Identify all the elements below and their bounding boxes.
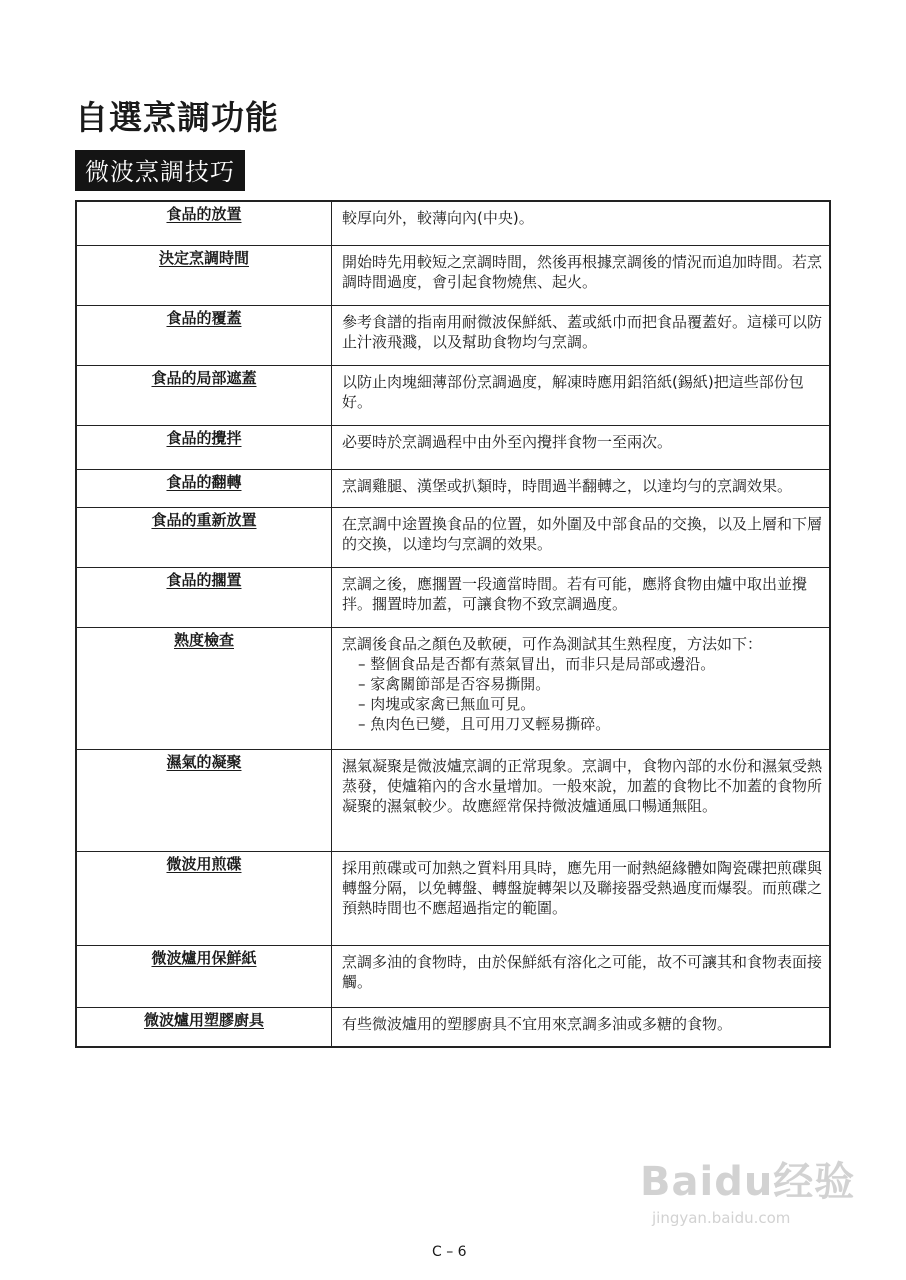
tip-row — [76, 305, 830, 365]
page-number: C – 6 — [432, 1244, 467, 1260]
tip-row — [76, 567, 830, 627]
tip-description-line: 開始時先用較短之烹調時間，然後再根據烹調後的情況而追加時間。若烹調時間過度，會引起食物燒焦、起火。 — [342, 252, 823, 291]
tip-description-cell — [332, 1007, 831, 1047]
tip-description-line: 參考食譜的指南用耐微波保鮮紙、蓋或紙巾而把食品覆蓋好。這樣可以防止汁液飛濺，以及幫助食物均勻烹調。 — [342, 312, 823, 351]
tip-row — [76, 469, 830, 507]
tip-term-cell — [76, 201, 332, 245]
tip-description-line: 烹調多油的食物時，由於保鮮紙有溶化之可能，故不可讓其和食物表面接觸。 — [342, 952, 823, 991]
tip-description-cell — [332, 305, 831, 365]
tip-term: 微波爐用保鮮紙 — [151, 948, 257, 967]
tip-term: 決定烹調時間 — [158, 248, 249, 267]
tip-term: 食品的覆蓋 — [166, 308, 242, 327]
tip-row — [76, 245, 830, 305]
tip-row — [76, 365, 830, 425]
tip-term: 食品的擱置 — [166, 570, 242, 589]
baidu-watermark — [640, 1150, 855, 1227]
tip-description-line: 在烹調中途置換食品的位置，如外圍及中部食品的交換，以及上層和下層的交換，以達均勻烹調的效果。 — [342, 514, 823, 553]
tip-row — [76, 1007, 830, 1047]
tip-description-cell — [332, 425, 831, 469]
tip-description-line: – 家禽關節部是否容易撕開。 — [358, 674, 551, 693]
tip-row — [76, 945, 830, 1007]
tip-row — [76, 851, 830, 945]
page-title: 自選烹調功能 — [75, 98, 279, 137]
tip-description-line: 烹調後食品之顏色及軟硬，可作為測試其生熟程度，方法如下： — [342, 634, 763, 653]
tip-term: 熟度檢查 — [173, 630, 234, 649]
tip-term: 食品的放置 — [166, 205, 242, 223]
tip-description-cell — [332, 627, 831, 749]
tip-term-cell — [76, 245, 332, 305]
tip-term-cell — [76, 945, 332, 1007]
tip-description-cell — [332, 851, 831, 945]
tip-description-cell — [332, 749, 831, 851]
tip-term: 食品的攪拌 — [166, 428, 242, 447]
watermark-logo: Baidu经验 — [640, 1159, 856, 1205]
tip-description-cell — [332, 469, 831, 507]
tip-row — [76, 749, 830, 851]
tip-row — [76, 201, 830, 245]
tip-term: 食品的翻轉 — [166, 472, 242, 491]
tip-term-cell — [76, 1007, 332, 1047]
tip-description-line: 烹調之後，應擱置一段適當時間。若有可能，應將食物由爐中取出並攪拌。擱置時加蓋，可讓食物不致烹調過度。 — [342, 574, 808, 613]
tip-term-cell — [76, 305, 332, 365]
tip-description-cell — [332, 201, 831, 245]
tip-description-line: 烹調雞腿、漢堡或扒類時，時間過半翻轉之，以達均勻的烹調效果。 — [342, 476, 793, 495]
tip-description-cell — [332, 945, 831, 1007]
tip-description-line: 以防止肉塊細薄部份烹調過度，解凍時應用鋁箔紙(錫紙)把這些部份包好。 — [342, 372, 804, 411]
watermark-url: jingyan.baidu.com — [652, 1209, 791, 1227]
tip-term-cell — [76, 851, 332, 945]
tip-description-line: 濕氣凝聚是微波爐烹調的正常現象。烹調中，食物內部的水份和濕氣受熱蒸發，使爐箱內的含水量增加。一般來說，加蓋的食物比不加蓋的食物所凝聚的濕氣較少。故應經常保持微波爐通風口暢通無阻。 — [342, 756, 823, 815]
tip-description-line: 較厚向外，較薄向內(中央)。 — [342, 209, 534, 227]
tip-term-cell — [76, 365, 332, 425]
tip-term-cell — [76, 627, 332, 749]
tip-term-cell — [76, 749, 332, 851]
tip-row — [76, 425, 830, 469]
tip-description-cell — [332, 507, 831, 567]
cooking-tips-table — [75, 200, 831, 1048]
tip-term-cell — [76, 567, 332, 627]
tip-row — [76, 507, 830, 567]
section-heading: 微波烹調技巧 — [75, 150, 245, 191]
tip-term-cell — [76, 507, 332, 567]
tip-term: 微波用煎碟 — [166, 854, 242, 873]
tip-description-cell — [332, 245, 831, 305]
tip-description-line: 採用煎碟或可加熱之質料用具時，應先用一耐熱絕緣體如陶瓷碟把煎碟與轉盤分隔，以免轉盤、轉盤旋轉架以及聯接器受熱過度而爆裂。而煎碟之預熱時間也不應超過指定的範圍。 — [342, 858, 823, 917]
tip-term: 微波爐用塑膠廚具 — [143, 1010, 264, 1029]
tip-description-cell — [332, 365, 831, 425]
tip-description-line: – 肉塊或家禽已無血可見。 — [358, 694, 536, 713]
tip-term: 食品的重新放置 — [151, 510, 257, 529]
tip-description-cell — [332, 567, 831, 627]
tip-row — [76, 627, 830, 749]
tip-description-line: – 魚肉色已變，且可用刀叉輕易撕碎。 — [358, 714, 611, 733]
tip-description-line: – 整個食品是否都有蒸氣冒出，而非只是局部或邊沿。 — [358, 654, 716, 673]
tip-term: 濕氣的凝聚 — [166, 752, 242, 771]
tip-description-line: 有些微波爐用的塑膠廚具不宜用來烹調多油或多糖的食物。 — [342, 1014, 733, 1033]
tip-term: 食品的局部遮蓋 — [151, 368, 257, 387]
tip-description-line: 必要時於烹調過程中由外至內攪拌食物一至兩次。 — [342, 432, 673, 451]
tip-term-cell — [76, 469, 332, 507]
tip-term-cell — [76, 425, 332, 469]
